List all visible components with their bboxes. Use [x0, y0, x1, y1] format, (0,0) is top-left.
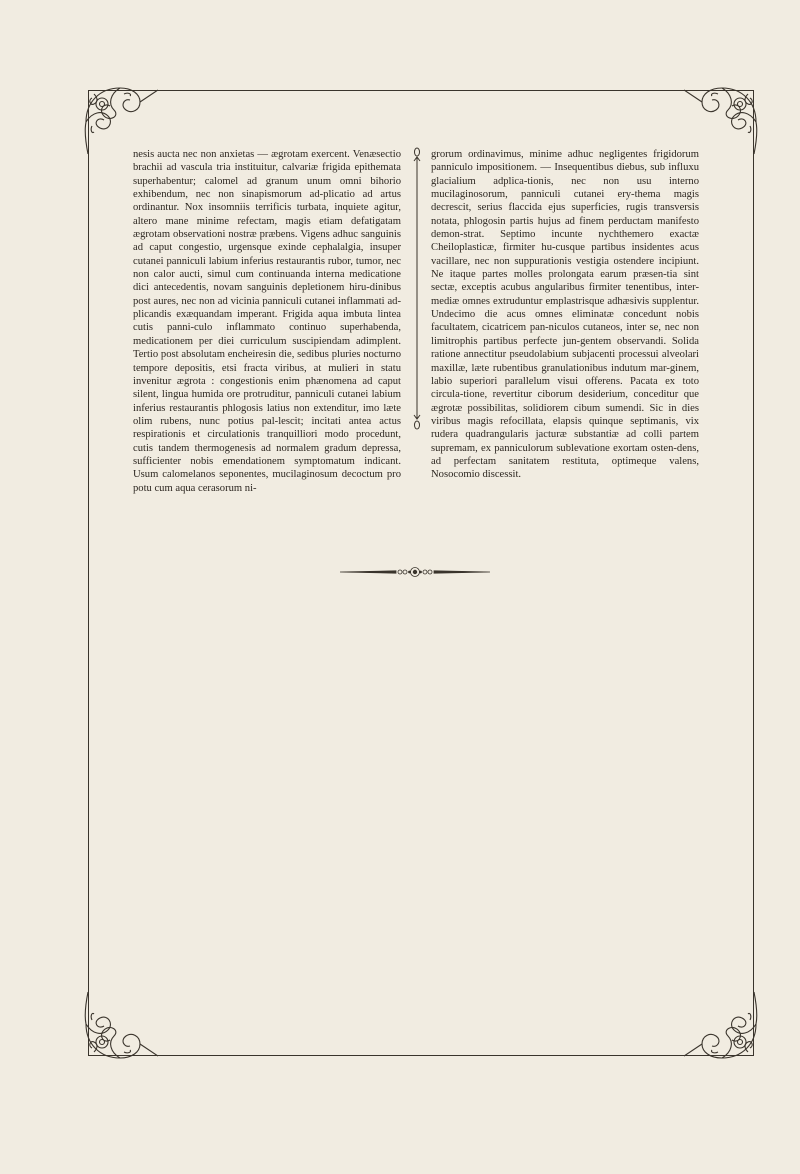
corner-flourish-bottom-left-icon: [80, 986, 158, 1064]
paragraph-right: grorum ordinavimus, minime adhuc negligentes frigidorum panniculo impositionem. — Insequentibus diebus, sub influxu glacialium adplica-tionis, nec non usu interno mucilaginosorum, panniculi cutanei ery-thema magis decrescit, serius flaccida ejus superficies, rugis transversis notata, phlogosin partis hujus ad finem perductam manifesto demon-strat. Septimo incunte nychthemero exactæ Cheiloplasticæ, firmiter hu-cusque partibus insidentes acus vacillare, nec non suppurationis vestigia ostendere incipiunt. Ne itaque partes molles prolongata earum præsen-tia sint sectæ, exceptis acubus angularibus firmiter tenentibus, inter-mediæ omnes extruduntur emplastrisque adhæsivis supplentur. Undecimo die acus omnes eliminatæ concedunt nobis facultatem, cicatricem pan-niculos cutaneos, inter se, nec non limitrophis partibus perfecte jun-gentem observandi. Solida ratione annectitur pseudolabium subjacenti processui alveolari maxillæ, læte rubentibus granulationibus indutum mar-ginem, labio superiori parallelum visui offerens. Pacata ex toto circula-tione, revertitur ciborum desiderium, conceditur que ægrotæ possibilitas, solidiorem cibum sumendi. Sic in dies viribus magis refocillata, elapsis quinque septimanis, vix rudera quadrangularis jacturæ substantiæ ad colli partem supremam, ex panniculorum sublevatione exortam osten-dens, ad perfectam sanitatem restituta, optimeque valens, Nosocomio discessit.: [431, 149, 699, 481]
text-column-left: [133, 148, 401, 495]
corner-flourish-bottom-right-icon: [684, 986, 762, 1064]
paragraph-left: nesis aucta nec non anxietas — ægrotam exercent. Venæsectio brachii ad vascula tria instituitur, calvariæ frigida epithemata superhabentur; calomel ad granum unum omni bihorio exhibendum, nec non sinapismorum ad-plicatio ad artus ordinantur. Nox insomniis terrificis turbata, inquiete agitur, altero mane minime refectam, magis etiam defatigatam ægrotam observationi nostræ præbens. Vigens adhuc sanguinis ad caput congestio, urgensque exinde cephalalgia, insuper cutanei panniculi labium inferius restaurantis rubor, tumor, nec non calor aucti, simul cum continuanda interna medicatione dici antecedentis, novam sanguinis depletionem hiru-dinibus post aures, nec non ad vicinia panniculi cutanei inflammati ad-plicandis exæquandam imperant. Frigida aqua imbuta lintea cutis panni-culo inflammato continuo superhabenda, medicationem per diei curriculum suscipiendam adimplent. Tertio post absolutam encheiresin die, sedibus pluries nocturno tempore depositis, etsi fracta viribus, at mulieri in statu invenitur ægrota : congestionis enim phænomena ad caput silent, lingua humida ore protruditur, panniculi cutanei labium inferius restaurantis phlogosis latius non extenditur, imo læte olim rubens, nunc potius pal-lescit; incitati antea actus respirationis et circulationis tranquilliori modo procedunt, cutis tandem thermogenesis ad normalem gradum depressa, sufficienter nobis emendationem symptomatum indicant. Usum calomelanos seponentes, mucilaginosum decoctum pro potu cum aqua cerasorum ni-: [133, 149, 401, 494]
text-column-right: [431, 148, 699, 482]
tailpiece-ornament-icon: [340, 566, 490, 578]
column-rule-icon: [413, 147, 421, 430]
